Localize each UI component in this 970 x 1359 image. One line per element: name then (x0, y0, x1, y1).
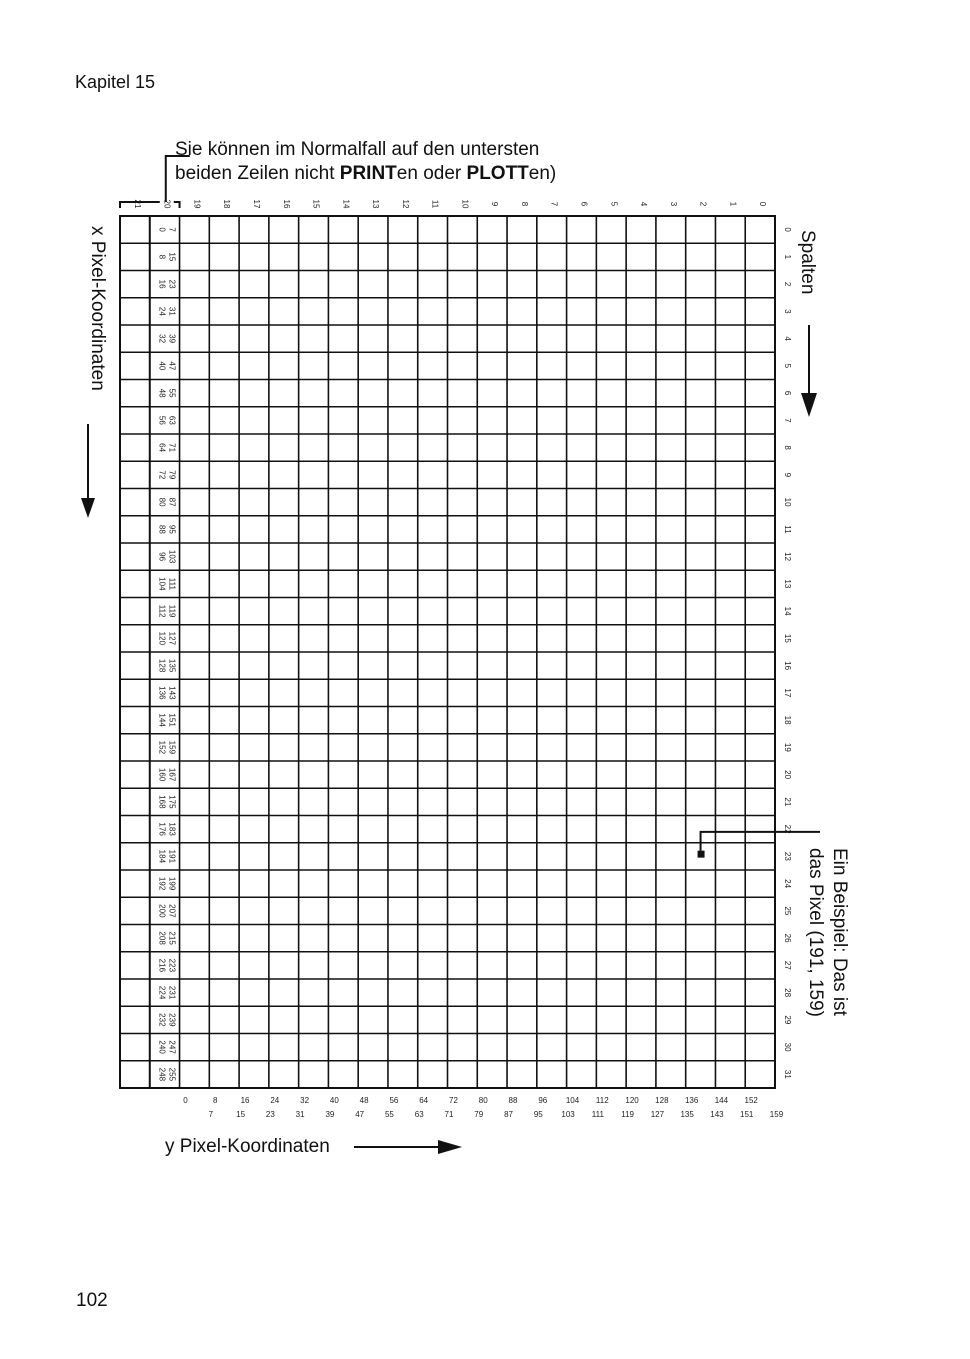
top-row-label: 13 (371, 199, 381, 209)
y-end-value: 111 (591, 1110, 604, 1119)
column-index-label: 26 (783, 933, 792, 943)
x-start-value: 168 (157, 795, 167, 809)
x-end-value: 31 (167, 306, 177, 316)
top-row-label: 21 (132, 199, 142, 209)
x-end-value: 103 (167, 549, 177, 564)
y-end-value: 119 (621, 1110, 635, 1119)
y-start-value: 128 (655, 1096, 669, 1105)
y-start-value: 96 (538, 1096, 548, 1105)
y-end-value: 7 (208, 1110, 214, 1119)
column-index-label: 23 (783, 851, 792, 861)
y-axis-label: y Pixel-Koordinaten (165, 1136, 330, 1157)
example-leader-line (701, 832, 820, 851)
column-index-label: 17 (783, 688, 792, 698)
top-row-label: 2 (698, 201, 708, 207)
x-axis-arrowhead (81, 498, 95, 518)
top-row-label: 16 (281, 199, 291, 209)
y-end-value: 47 (355, 1110, 365, 1119)
y-end-value: 23 (265, 1110, 275, 1119)
x-start-value: 56 (157, 415, 167, 425)
y-start-value: 0 (183, 1096, 188, 1105)
x-start-value: 176 (157, 822, 167, 836)
y-end-value: 39 (325, 1110, 335, 1119)
column-index-label: 21 (783, 797, 792, 807)
top-row-label: 14 (341, 199, 351, 209)
x-start-value: 128 (157, 658, 167, 673)
column-index-label: 19 (783, 742, 792, 752)
column-index-label: 1 (783, 254, 792, 260)
y-end-value: 15 (236, 1110, 246, 1119)
y-end-value: 127 (650, 1110, 665, 1119)
column-index-label: 3 (783, 309, 792, 314)
x-end-value: 231 (167, 985, 177, 1000)
column-index-label: 22 (783, 824, 792, 834)
top-row-label: 15 (311, 199, 321, 209)
column-index-label: 9 (783, 472, 792, 478)
example-line-1: Ein Beispiel: Das ist (829, 848, 850, 1016)
example-pixel-marker (698, 851, 705, 858)
x-start-value: 192 (157, 876, 167, 891)
top-row-label: 12 (400, 199, 410, 209)
y-start-value: 144 (714, 1096, 729, 1105)
x-start-value: 208 (157, 931, 167, 945)
x-start-value: 144 (157, 713, 167, 727)
x-end-value: 151 (167, 713, 177, 727)
y-start-value: 24 (270, 1096, 280, 1105)
y-end-value: 143 (710, 1110, 724, 1119)
top-row-label: 1 (728, 201, 738, 207)
y-end-value: 87 (504, 1110, 513, 1119)
y-end-value: 151 (740, 1110, 754, 1119)
x-start-value: 224 (157, 985, 167, 1000)
x-end-value: 143 (167, 686, 177, 700)
top-row-label: 5 (609, 201, 619, 207)
column-index-label: 27 (783, 960, 792, 970)
x-start-value: 8 (157, 254, 167, 260)
top-row-label: 10 (460, 199, 470, 209)
y-start-value: 152 (744, 1096, 758, 1105)
x-end-value: 47 (167, 361, 177, 371)
x-start-value: 96 (157, 552, 167, 562)
column-index-label: 8 (783, 445, 792, 450)
column-index-label: 6 (783, 390, 792, 396)
y-end-value: 71 (444, 1110, 454, 1119)
column-index-label: 29 (783, 1015, 792, 1025)
x-end-value: 167 (167, 767, 177, 782)
y-start-value: 48 (359, 1096, 369, 1105)
x-end-value: 223 (167, 958, 177, 973)
y-start-value: 104 (565, 1096, 580, 1105)
page-number: 102 (76, 1290, 108, 1311)
y-start-value: 64 (419, 1096, 429, 1105)
note-text: en oder (396, 163, 467, 184)
note-text: beiden Zeilen nicht (175, 163, 340, 184)
y-start-value: 40 (329, 1096, 339, 1105)
x-end-value: 55 (167, 388, 177, 398)
column-index-label: 31 (783, 1069, 792, 1079)
x-start-value: 48 (157, 388, 167, 398)
x-end-value: 119 (167, 604, 177, 618)
y-end-value: 135 (680, 1110, 694, 1119)
x-start-value: 72 (157, 470, 167, 480)
y-end-value: 103 (561, 1110, 575, 1119)
x-start-value: 112 (157, 604, 167, 618)
x-start-value: 136 (157, 686, 167, 700)
top-row-label: 4 (639, 201, 649, 207)
x-end-value: 159 (167, 740, 177, 755)
x-end-value: 87 (167, 497, 177, 507)
x-start-value: 200 (157, 904, 167, 918)
plot-keyword: PLOTT (466, 163, 529, 184)
x-end-value: 39 (167, 334, 177, 344)
column-index-label: 14 (783, 606, 792, 616)
column-index-label: 25 (783, 906, 792, 916)
y-axis-arrowhead (438, 1140, 462, 1154)
x-end-value: 71 (167, 443, 177, 453)
chapter-heading: Kapitel 15 (75, 72, 156, 92)
column-index-label: 28 (783, 988, 792, 998)
top-row-label: 0 (758, 201, 768, 207)
x-start-value: 240 (157, 1040, 167, 1054)
x-end-value: 255 (167, 1067, 177, 1082)
x-end-value: 191 (167, 849, 177, 864)
columns-arrowhead (801, 393, 817, 417)
column-index-label: 13 (783, 579, 792, 589)
top-row-label: 11 (430, 199, 440, 209)
y-end-value: 55 (384, 1110, 394, 1119)
column-index-label: 0 (783, 227, 792, 232)
x-end-value: 135 (167, 658, 177, 673)
y-start-value: 56 (389, 1096, 399, 1105)
x-end-value: 79 (167, 470, 177, 480)
x-end-value: 127 (167, 631, 177, 646)
column-index-label: 20 (783, 770, 792, 780)
x-end-value: 175 (167, 795, 177, 809)
y-start-value: 136 (684, 1096, 699, 1105)
x-start-value: 16 (157, 279, 167, 289)
x-start-value: 32 (157, 334, 167, 344)
y-start-value: 88 (508, 1096, 518, 1105)
x-start-value: 80 (157, 497, 167, 507)
top-row-label: 3 (668, 201, 678, 207)
top-row-label: 7 (549, 201, 559, 207)
x-start-value: 104 (157, 577, 167, 591)
x-end-value: 15 (167, 252, 177, 262)
x-start-value: 184 (157, 849, 167, 864)
top-row-label: 20 (162, 199, 172, 209)
x-end-value: 7 (167, 227, 177, 232)
y-start-value: 72 (449, 1096, 458, 1105)
column-index-label: 15 (783, 633, 792, 643)
top-row-label: 9 (490, 201, 500, 207)
x-end-value: 183 (167, 822, 177, 836)
column-index-label: 16 (783, 661, 792, 671)
x-axis-label: x Pixel-Koordinaten (87, 226, 108, 391)
column-index-label: 30 (783, 1042, 792, 1052)
y-end-value: 63 (414, 1110, 424, 1119)
y-end-value: 31 (295, 1110, 305, 1119)
top-row-label: 17 (251, 199, 261, 209)
column-index-label: 2 (783, 281, 792, 287)
x-start-value: 160 (157, 767, 167, 782)
note-leader-line (166, 156, 190, 202)
y-start-value: 112 (595, 1096, 609, 1105)
column-index-label: 12 (783, 552, 792, 562)
top-row-label: 18 (222, 199, 232, 209)
column-index-label: 5 (783, 363, 792, 369)
x-start-value: 64 (157, 443, 167, 453)
print-keyword: PRINT (339, 163, 397, 184)
example-line-2: das Pixel (191, 159) (805, 848, 826, 1017)
x-end-value: 63 (167, 415, 177, 425)
top-row-label: 8 (519, 201, 529, 207)
y-end-value: 95 (533, 1110, 543, 1119)
x-start-value: 88 (157, 524, 167, 534)
column-index-label: 11 (783, 525, 792, 534)
y-start-value: 8 (213, 1096, 218, 1105)
y-end-value: 159 (769, 1110, 784, 1119)
column-index-label: 24 (783, 879, 792, 889)
x-start-value: 152 (157, 740, 167, 755)
x-start-value: 120 (157, 631, 167, 646)
x-end-value: 239 (167, 1013, 177, 1027)
y-start-value: 32 (300, 1096, 310, 1105)
x-end-value: 23 (167, 279, 177, 289)
y-start-value: 80 (478, 1096, 488, 1105)
x-end-value: 207 (167, 904, 177, 918)
column-index-label: 4 (783, 336, 792, 341)
column-index-label: 10 (783, 497, 792, 507)
y-start-value: 120 (625, 1096, 639, 1105)
y-start-value: 16 (240, 1096, 250, 1105)
column-index-label: 7 (783, 418, 792, 423)
note-line-1: Sie können im Normalfall auf den untersten (175, 139, 540, 160)
x-end-value: 95 (167, 524, 177, 534)
x-start-value: 24 (157, 306, 167, 316)
x-start-value: 232 (157, 1013, 167, 1027)
x-end-value: 111 (167, 577, 177, 590)
x-end-value: 215 (167, 931, 177, 945)
x-end-value: 199 (167, 876, 177, 891)
top-row-label: 6 (579, 201, 589, 207)
x-end-value: 247 (167, 1040, 177, 1054)
top-row-label: 19 (192, 199, 202, 209)
x-start-value: 216 (157, 958, 167, 973)
y-end-value: 79 (474, 1110, 484, 1119)
x-start-value: 40 (157, 361, 167, 371)
columns-label: Spalten (797, 230, 818, 295)
x-start-value: 248 (157, 1067, 167, 1082)
note-text: en) (528, 163, 557, 184)
column-index-label: 18 (783, 715, 792, 725)
x-start-value: 0 (157, 227, 167, 232)
